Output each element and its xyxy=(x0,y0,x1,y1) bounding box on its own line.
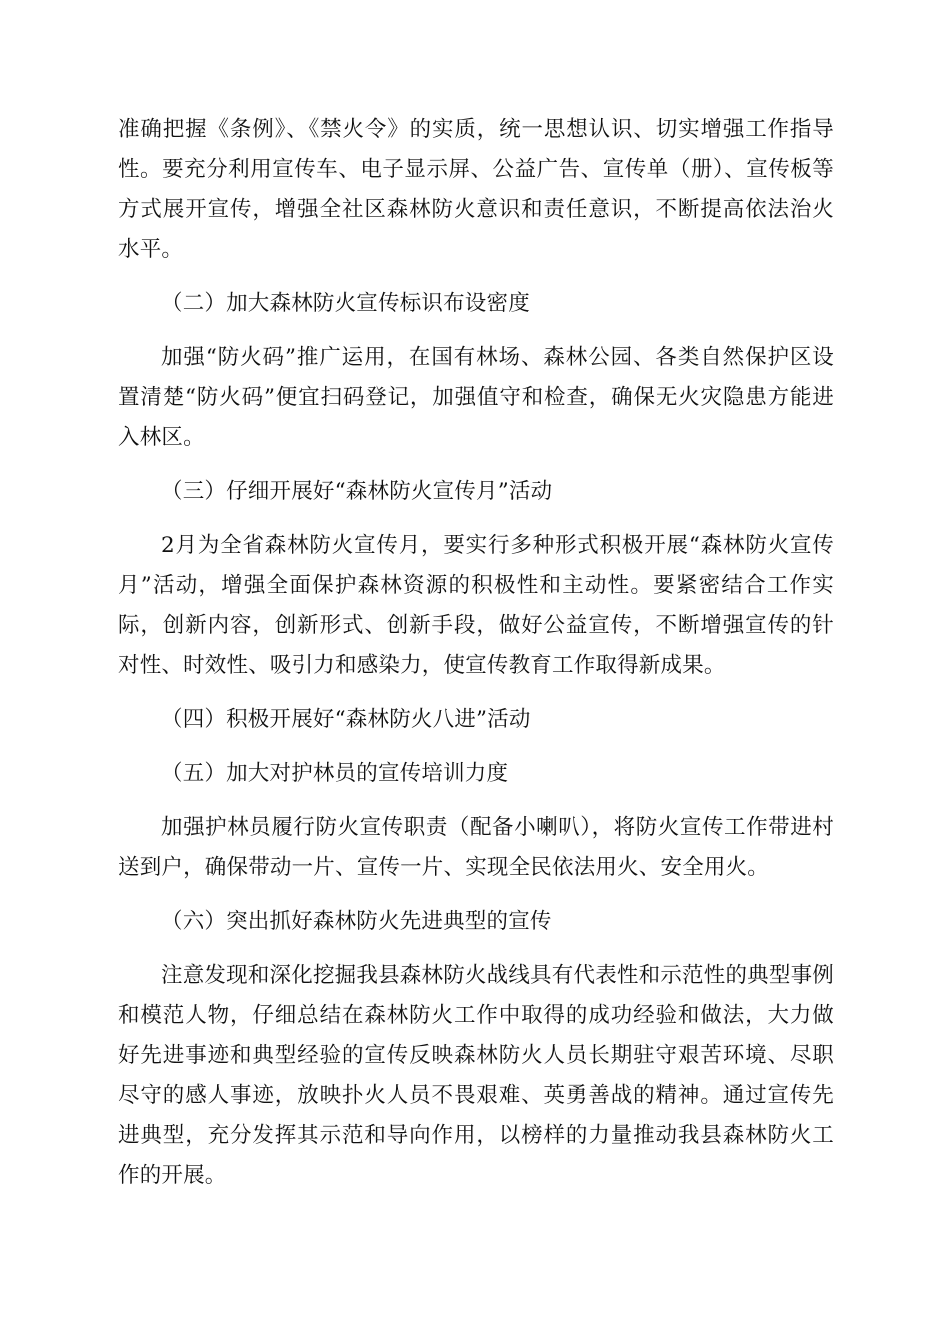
document-page xyxy=(118,110,834,1196)
paragraph-section-6: 注意发现和深化挖掘我县森林防火战线具有代表性和示范性的典型事例和模范人物，仔细总结在森林防火工作中取得的成功经验和做法，大力做好先进事迹和典型经验的宣传反映森林防火人员长期驻守艰苦环境、尽职尽守的感人事迹，放映扑火人员不畏艰难、英勇善战的精神。通过宣传先进典型，充分发挥其示范和导向作用，以榜样的力量推动我县森林防火工作的开展。 xyxy=(118,963,834,1188)
paragraph-section-3: 2月为全省森林防火宣传月，要实行多种形式积极开展“森林防火宣传月”活动，增强全面保护森林资源的积极性和主动性。要紧密结合工作实际，创新内容，创新形式、创新手段，做好公益宣传，不断增强宣传的针对性、时效性、吸引力和感染力，使宣传教育工作取得新成果。 xyxy=(118,533,834,678)
paragraph-section-5: 加强护林员履行防火宣传职责（配备小喇叭），将防火宣传工作带进村送到户，确保带动一片、宣传一片、实现全民依法用火、安全用火。 xyxy=(118,815,834,880)
section-heading-5: （五）加大对护林员的宣传培训力度 xyxy=(161,761,509,786)
section-heading-3: （三）仔细开展好“森林防火宣传月”活动 xyxy=(161,479,553,504)
paragraph-intro: 准确把握《条例》、《禁火令》的实质，统一思想认识、切实增强工作指导性。要充分利用宣传车、电子显示屏、公益广告、宣传单（册）、宣传板等方式展开宣传，增强全社区森林防火意识和责任意识，不断提高依法治火水平。 xyxy=(118,117,834,262)
section-heading-6: （六）突出抓好森林防火先进典型的宣传 xyxy=(161,909,552,934)
section-heading-4: （四）积极开展好“森林防火八进”活动 xyxy=(161,707,531,732)
section-heading-2: （二）加大森林防火宣传标识布设密度 xyxy=(161,291,530,316)
paragraph-section-2: 加强“防火码”推广运用，在国有林场、森林公园、各类自然保护区设置清楚“防火码”便宜扫码登记，加强值守和检查，确保无火灾隐患方能进入林区。 xyxy=(118,345,834,450)
